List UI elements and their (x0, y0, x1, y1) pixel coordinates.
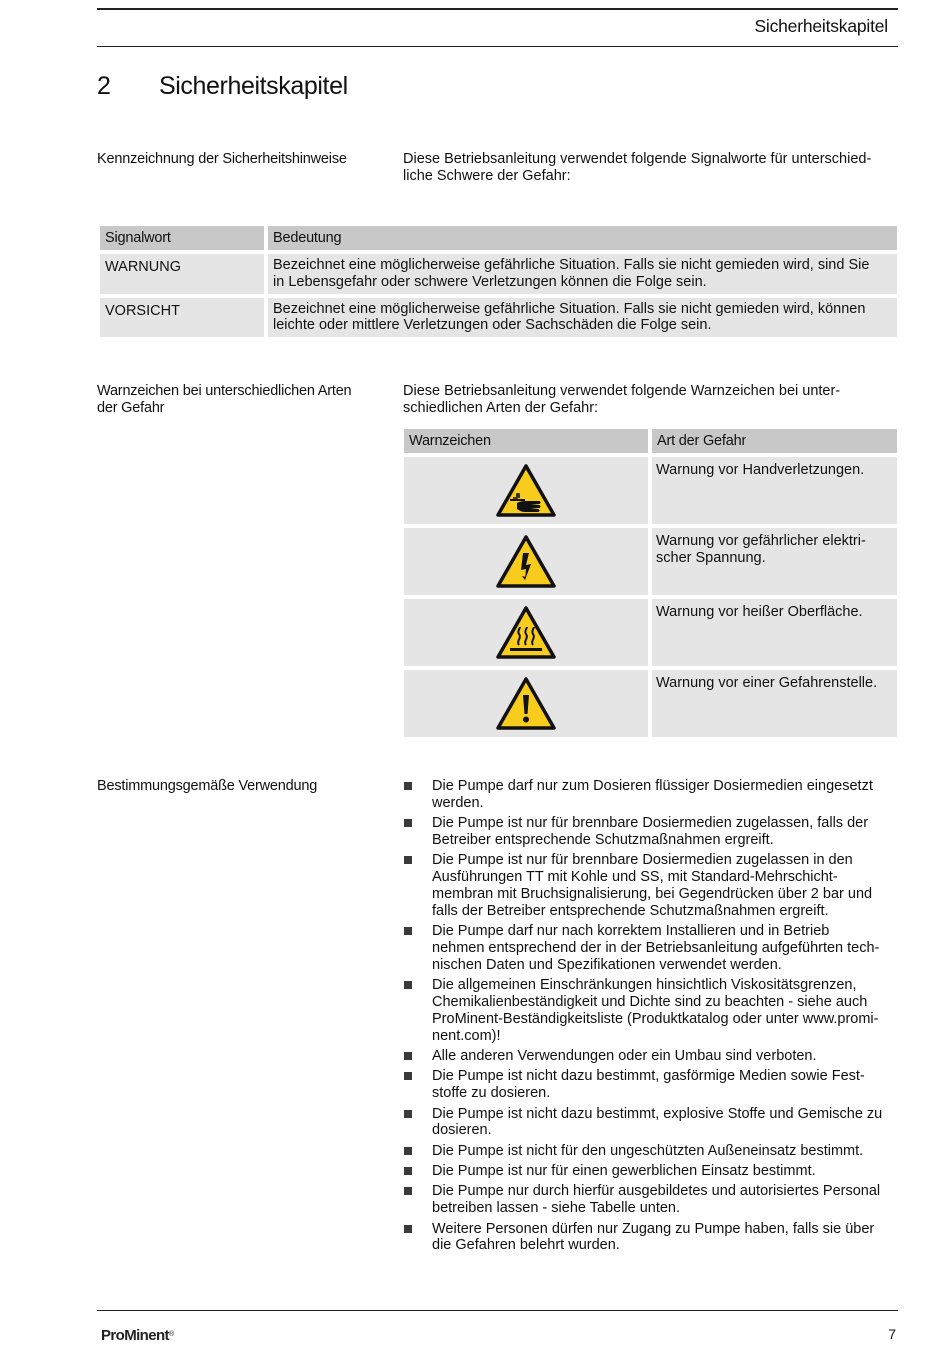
hot-surface-warning-icon (495, 605, 557, 660)
page-number: 7 (888, 1326, 896, 1342)
list-item: Die Pumpe ist nur für brennbare Dosiermedien zugelassen in den Ausführungen TT mit Kohle und SS, mit Standard-Mehrschicht- membran mit Bruchsignalisierung, bei Gegendrücken über 2 bar und falls der Betreiber entsprechende Schutzmaßnahmen ergreift. (403, 852, 898, 919)
logo-pro: Pro (101, 1327, 125, 1344)
intro-line: Diese Betriebsanleitung verwendet folgende Signalworte für unterschied- (403, 151, 872, 167)
list-item: Alle anderen Verwendungen oder ein Umbau sind verboten. (403, 1048, 898, 1065)
bullet-square-icon (404, 1110, 412, 1118)
list-item: Die Pumpe ist nur für brennbare Dosiermedien zugelassen, falls der Betreiber entsprechende Schutzmaßnahmen ergreift. (403, 815, 898, 849)
table-row (100, 298, 897, 338)
bullet-square-icon (404, 1147, 412, 1155)
bullet-square-icon (404, 927, 412, 935)
sign-cell (404, 528, 648, 595)
header-hazard-type: Art der Gefahr (652, 429, 897, 453)
hazard-description (652, 528, 897, 595)
section-heading-intended-use: Bestimmungsgemäße Verwendung (97, 778, 318, 794)
signal-word-vorsicht: VORSICHT (100, 298, 264, 338)
bullet-square-icon (404, 819, 412, 827)
chapter-title (97, 71, 348, 101)
hazard-description (652, 599, 897, 666)
table-header-row (404, 429, 897, 453)
bullet-square-icon (404, 856, 412, 864)
hazard-line: Warnung vor heißer Oberfläche. (656, 604, 863, 620)
warning-sign-table (404, 429, 897, 737)
intended-use-list (403, 778, 898, 1258)
table-header-row (100, 226, 897, 250)
header-warning-sign: Warnzeichen (404, 429, 648, 453)
table-row (404, 599, 897, 666)
bullet-square-icon (404, 981, 412, 989)
list-item: Die Pumpe ist nicht für den ungeschützten Außeneinsatz bestimmt. (403, 1143, 898, 1160)
table-row (100, 254, 897, 294)
list-item: Die Pumpe darf nur zum Dosieren flüssiger Dosiermedien eingesetzt werden. (403, 778, 898, 812)
signal-word-table (100, 226, 897, 337)
section-intro-signal-words (403, 151, 895, 185)
heading-line: der Gefahr (97, 399, 165, 416)
hazard-description (652, 670, 897, 737)
table-row (404, 670, 897, 737)
electrical-voltage-warning-icon (495, 534, 557, 589)
chapter-number: 2 (97, 72, 111, 100)
hazard-description (652, 457, 897, 524)
list-item: Die Pumpe ist nur für einen gewerblichen Einsatz bestimmt. (403, 1163, 898, 1180)
meaning-line: leichte oder mittlere Verletzungen oder Sachschäden die Folge sein. (273, 317, 712, 334)
meaning-cell (268, 298, 897, 338)
top-rule (97, 8, 898, 10)
sign-cell (404, 457, 648, 524)
bullet-square-icon (404, 1225, 412, 1233)
list-item: Die Pumpe nur durch hierfür ausgebildetes und autorisiertes Personal betreiben lassen - siehe Tabelle unten. (403, 1183, 898, 1217)
header-signal-word: Signalwort (100, 226, 264, 250)
hand-injury-warning-icon (495, 463, 557, 518)
section-heading-warning-signs (97, 383, 382, 417)
intro-line: Diese Betriebsanleitung verwendet folgende Warnzeichen bei unter- (403, 383, 841, 399)
footer-rule (97, 1310, 898, 1311)
bullet-square-icon (404, 782, 412, 790)
bullet-square-icon (404, 1167, 412, 1175)
meaning-cell (268, 254, 897, 294)
list-item: Die Pumpe darf nur nach korrektem Installieren und in Betrieb nehmen entsprechend der in der Betriebsanleitung aufgeführten tech- nischen Daten und Spezifikationen verwendet werden. (403, 923, 898, 973)
logo-minent: Minent (124, 1327, 169, 1344)
chapter-title-text: Sicherheitskapitel (159, 72, 348, 100)
list-item: Die Pumpe ist nicht dazu bestimmt, gasförmige Medien sowie Fest- stoffe zu dosieren. (403, 1068, 898, 1102)
signal-word-warnung: WARNUNG (100, 254, 264, 294)
hazard-line: Warnung vor einer Gefahrenstelle. (656, 675, 878, 691)
heading-line: Warnzeichen bei unterschiedlichen Arten (97, 383, 352, 399)
general-danger-warning-icon (495, 676, 557, 731)
bullet-square-icon (404, 1072, 412, 1080)
hazard-line: Warnung vor gefährlicher elektri- (656, 533, 866, 549)
bullet-square-icon (404, 1187, 412, 1195)
bullet-square-icon (404, 1052, 412, 1060)
intro-line: schiedlichen Arten der Gefahr: (403, 399, 599, 416)
sign-cell (404, 670, 648, 737)
header-meaning: Bedeutung (268, 226, 897, 250)
logo-registered-mark: ® (168, 1331, 174, 1338)
hazard-line: scher Spannung. (656, 549, 766, 566)
meaning-line: Bezeichnet eine möglicherweise gefährliche Situation. Falls sie nicht gemieden wird, können (273, 300, 866, 317)
header-rule (97, 46, 898, 47)
meaning-line: in Lebensgefahr oder schwere Verletzungen können die Folge sein. (273, 273, 707, 290)
sign-cell (404, 599, 648, 666)
hazard-line: Warnung vor Handverletzungen. (656, 462, 865, 478)
prominent-logo (101, 1328, 174, 1345)
section-intro-warning-signs (403, 383, 895, 417)
intro-line: liche Schwere der Gefahr: (403, 167, 571, 184)
list-item: Weitere Personen dürfen nur Zugang zu Pumpe haben, falls sie über die Gefahren belehrt wurden. (403, 1221, 898, 1255)
list-item: Die Pumpe ist nicht dazu bestimmt, explosive Stoffe und Gemische zu dosieren. (403, 1106, 898, 1140)
table-row (404, 457, 897, 524)
list-item: Die allgemeinen Einschränkungen hinsichtlich Viskositätsgrenzen, Chemikalienbeständigkeit und Dichte sind zu beachten - siehe auch ProMinent-Beständigkeitsliste (Produktkatalog oder unter www.promi- nent.com)! (403, 977, 898, 1044)
table-row (404, 528, 897, 595)
section-heading-signal-words: Kennzeichnung der Sicherheitshinweise (97, 151, 347, 167)
running-header: Sicherheitskapitel (754, 16, 888, 36)
meaning-line: Bezeichnet eine möglicherweise gefährliche Situation. Falls sie nicht gemieden wird, sind Sie (273, 257, 870, 273)
